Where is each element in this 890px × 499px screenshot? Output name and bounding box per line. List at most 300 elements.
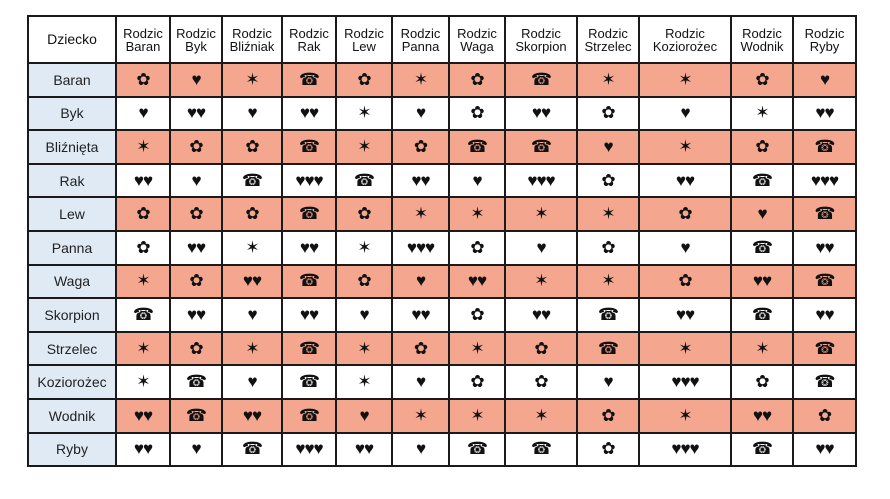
table-row	[28, 399, 856, 433]
column-header	[731, 16, 793, 63]
flower-icon: ✿	[189, 204, 203, 224]
table-cell	[731, 298, 793, 332]
table-cell	[282, 399, 336, 433]
heart-icon: ♥	[415, 372, 426, 392]
table-cell	[731, 197, 793, 231]
flower-icon: ✿	[470, 69, 484, 89]
telephone-icon: ☎	[530, 439, 552, 459]
table-cell	[505, 164, 577, 198]
asterisk-icon: ✶	[357, 237, 371, 257]
table-cell	[222, 231, 282, 265]
heart-icon: ♥♥	[815, 439, 834, 459]
table-cell	[170, 433, 222, 467]
row-header: Byk	[28, 97, 116, 131]
table-cell	[577, 231, 639, 265]
heart-icon: ♥♥♥	[527, 170, 555, 190]
table-cell	[170, 97, 222, 131]
asterisk-icon: ✶	[601, 271, 615, 291]
column-header	[170, 16, 222, 63]
column-header-line1: Rodzic	[804, 25, 845, 41]
telephone-icon: ☎	[241, 439, 263, 459]
heart-icon: ♥	[138, 103, 148, 123]
telephone-icon: ☎	[466, 439, 488, 459]
table-row	[28, 97, 856, 131]
table-cell	[639, 265, 731, 299]
table-cell	[449, 231, 505, 265]
table-cell	[577, 332, 639, 366]
table-row	[28, 130, 856, 164]
flower-icon: ✿	[678, 204, 692, 224]
heart-icon: ♥	[359, 405, 369, 425]
table-body	[28, 63, 856, 466]
table-cell	[116, 298, 170, 332]
asterisk-icon: ✶	[678, 338, 692, 358]
heart-icon: ♥	[191, 69, 201, 89]
telephone-icon: ☎	[814, 372, 835, 392]
table-cell	[577, 63, 639, 97]
table-cell	[793, 164, 856, 198]
table-cell	[392, 164, 449, 198]
flower-icon: ✿	[534, 372, 548, 392]
table-cell	[731, 265, 793, 299]
row-header: Rak	[28, 164, 116, 198]
column-header	[577, 16, 639, 63]
table-cell	[505, 197, 577, 231]
flower-icon: ✿	[357, 204, 371, 224]
table-cell	[222, 63, 282, 97]
column-header-line1: Rodzic	[457, 25, 497, 41]
table-row	[28, 365, 856, 399]
table-cell	[336, 164, 392, 198]
flower-icon: ✿	[245, 136, 259, 156]
asterisk-icon: ✶	[136, 271, 150, 291]
table-cell	[282, 63, 336, 97]
table-cell	[282, 365, 336, 399]
table-cell	[793, 130, 856, 164]
table-cell	[282, 164, 336, 198]
flower-icon: ✿	[470, 304, 484, 324]
flower-icon: ✿	[136, 69, 150, 89]
heart-icon: ♥♥	[133, 439, 153, 459]
table-cell	[577, 265, 639, 299]
asterisk-icon: ✶	[357, 103, 371, 123]
table-cell	[222, 298, 282, 332]
asterisk-icon: ✶	[245, 69, 259, 89]
table-cell	[449, 97, 505, 131]
table-cell	[793, 433, 856, 467]
row-header: Panna	[28, 231, 116, 265]
column-header	[222, 16, 282, 63]
flower-icon: ✿	[413, 338, 428, 358]
table-cell	[577, 365, 639, 399]
heart-icon: ♥♥♥	[406, 237, 435, 257]
heart-icon: ♥♥	[411, 304, 430, 324]
heart-icon: ♥♥	[531, 304, 551, 324]
table-cell	[793, 265, 856, 299]
table-cell	[222, 332, 282, 366]
flower-icon: ✿	[470, 237, 484, 257]
flower-icon: ✿	[601, 439, 615, 459]
heart-icon: ♥♥	[242, 405, 262, 425]
row-header: Skorpion	[28, 298, 116, 332]
table-cell	[392, 130, 449, 164]
row-header: Koziorożec	[28, 365, 116, 399]
telephone-icon: ☎	[466, 136, 488, 156]
heart-icon: ♥♥	[531, 103, 551, 123]
heart-icon: ♥♥	[133, 405, 153, 425]
asterisk-icon: ✶	[136, 136, 150, 156]
column-header	[505, 16, 577, 63]
telephone-icon: ☎	[298, 372, 320, 392]
table-cell	[449, 265, 505, 299]
table-cell	[116, 63, 170, 97]
column-header-line2: Koziorożec	[652, 38, 718, 54]
telephone-icon: ☎	[751, 237, 773, 257]
column-header-line2: Baran	[125, 38, 161, 54]
heart-icon: ♥♥	[299, 237, 319, 257]
table-cell	[577, 97, 639, 131]
table-cell	[505, 231, 577, 265]
flower-icon: ✿	[755, 69, 769, 89]
column-header-line1: Rodzic	[742, 25, 782, 41]
table-cell	[336, 365, 392, 399]
table-cell	[639, 433, 731, 467]
asterisk-icon: ✶	[245, 338, 259, 358]
table-cell	[222, 433, 282, 467]
column-header	[449, 16, 505, 63]
telephone-icon: ☎	[751, 439, 773, 459]
table-cell	[505, 365, 577, 399]
flower-icon: ✿	[601, 170, 615, 190]
table-cell	[449, 399, 505, 433]
table-cell	[793, 298, 856, 332]
telephone-icon: ☎	[353, 170, 375, 190]
asterisk-icon: ✶	[357, 372, 371, 392]
table-cell	[731, 130, 793, 164]
heart-icon: ♥	[603, 136, 613, 156]
heart-icon: ♥♥	[815, 304, 834, 324]
table-row	[28, 298, 856, 332]
table-cell	[505, 97, 577, 131]
heart-icon: ♥♥	[186, 103, 206, 123]
flower-icon: ✿	[678, 271, 692, 291]
heart-icon: ♥	[415, 271, 426, 291]
table-cell	[577, 130, 639, 164]
asterisk-icon: ✶	[470, 338, 484, 358]
telephone-icon: ☎	[298, 338, 320, 358]
flower-icon: ✿	[413, 136, 428, 156]
column-header-line2: Byk	[185, 38, 207, 54]
telephone-icon: ☎	[241, 170, 263, 190]
column-header	[116, 16, 170, 63]
column-header-line2: Lew	[352, 38, 376, 54]
table-cell	[116, 164, 170, 198]
table-cell	[639, 399, 731, 433]
table-cell	[222, 130, 282, 164]
table-cell	[639, 365, 731, 399]
column-header-line2: Strzelec	[584, 38, 632, 54]
table-cell	[336, 130, 392, 164]
column-header-line2: Bliźniak	[229, 38, 275, 54]
heart-icon: ♥♥♥	[671, 372, 699, 392]
table-cell	[731, 231, 793, 265]
table-cell	[577, 197, 639, 231]
heart-icon: ♥♥	[354, 439, 374, 459]
telephone-icon: ☎	[298, 204, 320, 224]
asterisk-icon: ✶	[245, 237, 259, 257]
table-cell	[392, 231, 449, 265]
telephone-icon: ☎	[530, 69, 552, 89]
table-cell	[639, 97, 731, 131]
table-cell	[170, 298, 222, 332]
asterisk-icon: ✶	[601, 69, 615, 89]
table-cell	[116, 197, 170, 231]
asterisk-icon: ✶	[357, 338, 371, 358]
row-header: Wodnik	[28, 399, 116, 433]
table-row	[28, 164, 856, 198]
flower-icon: ✿	[534, 338, 548, 358]
heart-icon: ♥♥	[752, 405, 772, 425]
heart-icon: ♥♥	[411, 170, 430, 190]
flower-icon: ✿	[136, 204, 150, 224]
asterisk-icon: ✶	[755, 338, 769, 358]
telephone-icon: ☎	[597, 338, 619, 358]
table-cell	[170, 63, 222, 97]
table-cell	[449, 130, 505, 164]
column-header-line1: Rodzic	[176, 25, 216, 41]
flower-icon: ✿	[189, 136, 203, 156]
table-cell	[336, 231, 392, 265]
column-header-line2: Rak	[297, 38, 321, 54]
flower-icon: ✿	[755, 372, 769, 392]
heart-icon: ♥♥♥	[810, 170, 839, 190]
asterisk-icon: ✶	[601, 204, 615, 224]
column-header-line2: Panna	[401, 38, 440, 54]
table-cell	[282, 197, 336, 231]
table-cell	[282, 130, 336, 164]
telephone-icon: ☎	[298, 136, 320, 156]
telephone-icon: ☎	[814, 136, 835, 156]
column-header	[639, 16, 731, 63]
asterisk-icon: ✶	[755, 103, 769, 123]
table-cell	[731, 399, 793, 433]
table-cell	[793, 197, 856, 231]
table-cell	[116, 130, 170, 164]
table-cell	[639, 130, 731, 164]
table-cell	[392, 298, 449, 332]
table-cell	[392, 265, 449, 299]
telephone-icon: ☎	[185, 372, 207, 392]
column-header-line1: Rodzic	[344, 25, 384, 41]
heart-icon: ♥	[247, 372, 257, 392]
table-cell	[336, 97, 392, 131]
table-cell	[282, 231, 336, 265]
table-cell	[449, 164, 505, 198]
heart-icon: ♥♥	[186, 237, 206, 257]
table-cell	[505, 63, 577, 97]
heart-icon: ♥♥	[467, 271, 487, 291]
table-cell	[449, 298, 505, 332]
table-cell	[116, 231, 170, 265]
asterisk-icon: ✶	[678, 69, 692, 89]
table-cell	[170, 332, 222, 366]
table-cell	[170, 164, 222, 198]
flower-icon: ✿	[470, 372, 484, 392]
telephone-icon: ☎	[298, 271, 320, 291]
asterisk-icon: ✶	[357, 136, 371, 156]
row-header: Lew	[28, 197, 116, 231]
table-cell	[449, 433, 505, 467]
table-cell	[282, 97, 336, 131]
flower-icon: ✿	[136, 237, 150, 257]
table-cell	[282, 433, 336, 467]
table-cell	[505, 399, 577, 433]
table-cell	[639, 332, 731, 366]
flower-icon: ✿	[189, 338, 203, 358]
heart-icon: ♥	[603, 372, 613, 392]
heart-icon: ♥♥	[815, 237, 834, 257]
table-cell	[577, 399, 639, 433]
table-cell	[170, 231, 222, 265]
asterisk-icon: ✶	[136, 338, 150, 358]
heart-icon: ♥♥♥	[295, 170, 323, 190]
asterisk-icon: ✶	[136, 372, 150, 392]
table-cell	[392, 63, 449, 97]
table-cell	[116, 332, 170, 366]
heart-icon: ♥♥	[299, 103, 319, 123]
table-cell	[505, 332, 577, 366]
table-cell	[793, 399, 856, 433]
heart-icon: ♥♥♥	[671, 439, 699, 459]
row-header: Strzelec	[28, 332, 116, 366]
table-cell	[793, 365, 856, 399]
table-cell	[392, 332, 449, 366]
heart-icon: ♥♥	[752, 271, 772, 291]
telephone-icon: ☎	[814, 271, 835, 291]
flower-icon: ✿	[601, 103, 615, 123]
table-cell	[116, 365, 170, 399]
heart-icon: ♥♥	[242, 271, 262, 291]
column-header	[282, 16, 336, 63]
heart-icon: ♥♥	[299, 304, 319, 324]
table-cell	[282, 332, 336, 366]
flower-icon: ✿	[470, 103, 484, 123]
heart-icon: ♥	[415, 103, 426, 123]
table-cell	[505, 130, 577, 164]
column-header-line2: Ryby	[809, 38, 840, 54]
table-cell	[577, 164, 639, 198]
column-header-line1: Rodzic	[400, 25, 441, 41]
table-cell	[116, 265, 170, 299]
column-header	[793, 16, 856, 63]
asterisk-icon: ✶	[470, 405, 484, 425]
asterisk-icon: ✶	[678, 405, 692, 425]
heart-icon: ♥♥	[186, 304, 206, 324]
table-cell	[392, 399, 449, 433]
column-header-line1: Rodzic	[665, 25, 705, 41]
table-cell	[222, 399, 282, 433]
asterisk-icon: ✶	[413, 69, 428, 89]
table-cell	[116, 399, 170, 433]
column-header-line2: Skorpion	[515, 38, 567, 54]
table-cell	[731, 433, 793, 467]
table-cell	[222, 197, 282, 231]
table-cell	[449, 332, 505, 366]
flower-icon: ✿	[357, 271, 371, 291]
table-cell	[639, 197, 731, 231]
table-cell	[222, 265, 282, 299]
heart-icon: ♥	[415, 439, 426, 459]
telephone-icon: ☎	[185, 405, 207, 425]
table-cell	[336, 63, 392, 97]
flower-icon: ✿	[601, 405, 615, 425]
table-cell	[222, 164, 282, 198]
corner-header: Dziecko	[28, 16, 116, 63]
asterisk-icon: ✶	[534, 271, 548, 291]
telephone-icon: ☎	[132, 304, 154, 324]
table-cell	[731, 332, 793, 366]
table-cell	[392, 197, 449, 231]
table-row	[28, 332, 856, 366]
heart-icon: ♥	[247, 304, 257, 324]
heart-icon: ♥♥	[133, 170, 153, 190]
flower-icon: ✿	[601, 237, 615, 257]
compatibility-table	[27, 15, 857, 467]
heart-icon: ♥	[472, 170, 482, 190]
heart-icon: ♥	[819, 69, 830, 89]
table-cell	[639, 164, 731, 198]
table-cell	[449, 63, 505, 97]
column-header-line1: Rodzic	[123, 25, 163, 41]
table-cell	[170, 399, 222, 433]
table-cell	[336, 399, 392, 433]
table-cell	[731, 365, 793, 399]
table-cell	[505, 298, 577, 332]
table-cell	[449, 365, 505, 399]
table-cell	[282, 298, 336, 332]
header-row	[28, 16, 856, 63]
asterisk-icon: ✶	[470, 204, 484, 224]
row-header: Baran	[28, 63, 116, 97]
heart-icon: ♥	[757, 204, 767, 224]
table-cell	[731, 97, 793, 131]
telephone-icon: ☎	[298, 69, 320, 89]
row-header: Bliźnięta	[28, 130, 116, 164]
table-cell	[336, 265, 392, 299]
table-cell	[222, 365, 282, 399]
flower-icon: ✿	[357, 69, 371, 89]
column-header	[336, 16, 392, 63]
heart-icon: ♥♥	[675, 170, 695, 190]
flower-icon: ✿	[817, 405, 832, 425]
table-row	[28, 433, 856, 467]
table-cell	[577, 298, 639, 332]
heart-icon: ♥	[191, 439, 201, 459]
table-row	[28, 265, 856, 299]
table-cell	[577, 433, 639, 467]
heart-icon: ♥	[536, 237, 546, 257]
flower-icon: ✿	[755, 136, 769, 156]
asterisk-icon: ✶	[678, 136, 692, 156]
heart-icon: ♥	[247, 103, 257, 123]
table-cell	[336, 298, 392, 332]
heart-icon: ♥♥	[675, 304, 695, 324]
column-header-line2: Waga	[460, 38, 494, 54]
telephone-icon: ☎	[530, 136, 552, 156]
heart-icon: ♥♥♥	[295, 439, 323, 459]
table-row	[28, 197, 856, 231]
table-row	[28, 231, 856, 265]
